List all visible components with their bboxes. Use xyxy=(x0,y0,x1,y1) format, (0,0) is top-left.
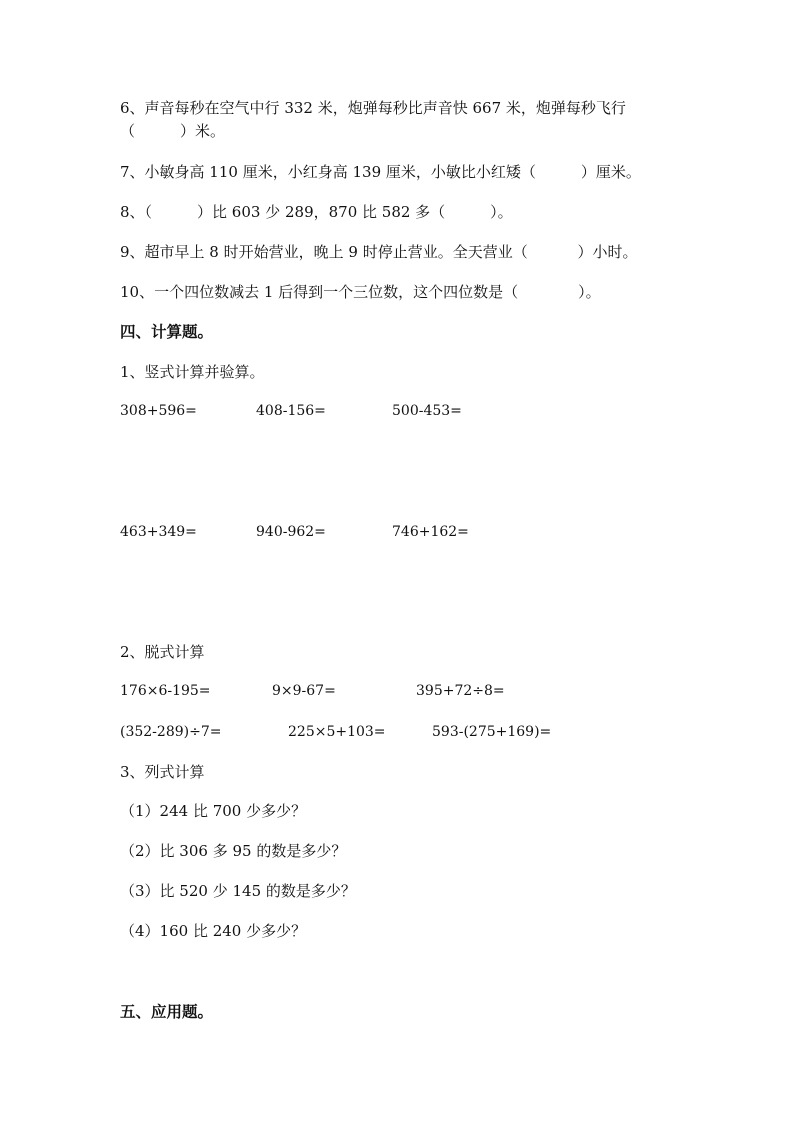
question-6-answer-blank: （ ）米。 xyxy=(120,122,226,140)
word-problem-item: （4）160 比 240 少多少？ xyxy=(120,922,307,940)
stepwise-calc-item: (352-289)÷7= xyxy=(120,724,222,740)
vertical-calc-item: 500-453= xyxy=(392,403,462,419)
word-problem-item: （2）比 306 多 95 的数是多少？ xyxy=(120,842,347,860)
stepwise-calc-item: 225×5+103= xyxy=(288,724,386,740)
vertical-calc-item: 308+596= xyxy=(120,403,197,419)
question-8-text: 8、（ ）比 603 少 289，870 比 582 多（ ）。 xyxy=(120,203,513,221)
part-3-title: 3、列式计算 xyxy=(120,763,205,781)
stepwise-calc-item: 395+72÷8= xyxy=(416,683,505,699)
part-2-title: 2、脱式计算 xyxy=(120,643,205,661)
part-1-title: 1、竖式计算并验算。 xyxy=(120,363,265,381)
section-5-heading: 五、应用题。 xyxy=(120,1002,214,1021)
vertical-calc-item: 408-156= xyxy=(256,403,326,419)
question-10-text: 10、一个四位数减去 1 后得到一个三位数，这个四位数是（ ）。 xyxy=(120,283,601,301)
word-problem-item: （1）244 比 700 少多少？ xyxy=(120,802,307,820)
question-9-text: 9、超市早上 8 时开始营业，晚上 9 时停止营业。全天营业（ ）小时。 xyxy=(120,243,638,261)
section-4-heading: 四、计算题。 xyxy=(120,322,214,341)
stepwise-calc-item: 176×6-195= xyxy=(120,683,211,699)
vertical-calc-item: 746+162= xyxy=(392,524,469,540)
stepwise-calc-item: 9×9-67= xyxy=(272,683,336,699)
word-problem-item: （3）比 520 少 145 的数是多少？ xyxy=(120,882,356,900)
stepwise-calc-item: 593-(275+169)= xyxy=(432,724,552,740)
question-6-text: 6、声音每秒在空气中行 332 米，炮弹每秒比声音快 667 米，炮弹每秒飞行 xyxy=(120,99,626,117)
vertical-calc-item: 463+349= xyxy=(120,524,197,540)
question-7-text: 7、小敏身高 110 厘米，小红身高 139 厘米，小敏比小红矮（ ）厘米。 xyxy=(120,163,641,181)
vertical-calc-item: 940-962= xyxy=(256,524,326,540)
